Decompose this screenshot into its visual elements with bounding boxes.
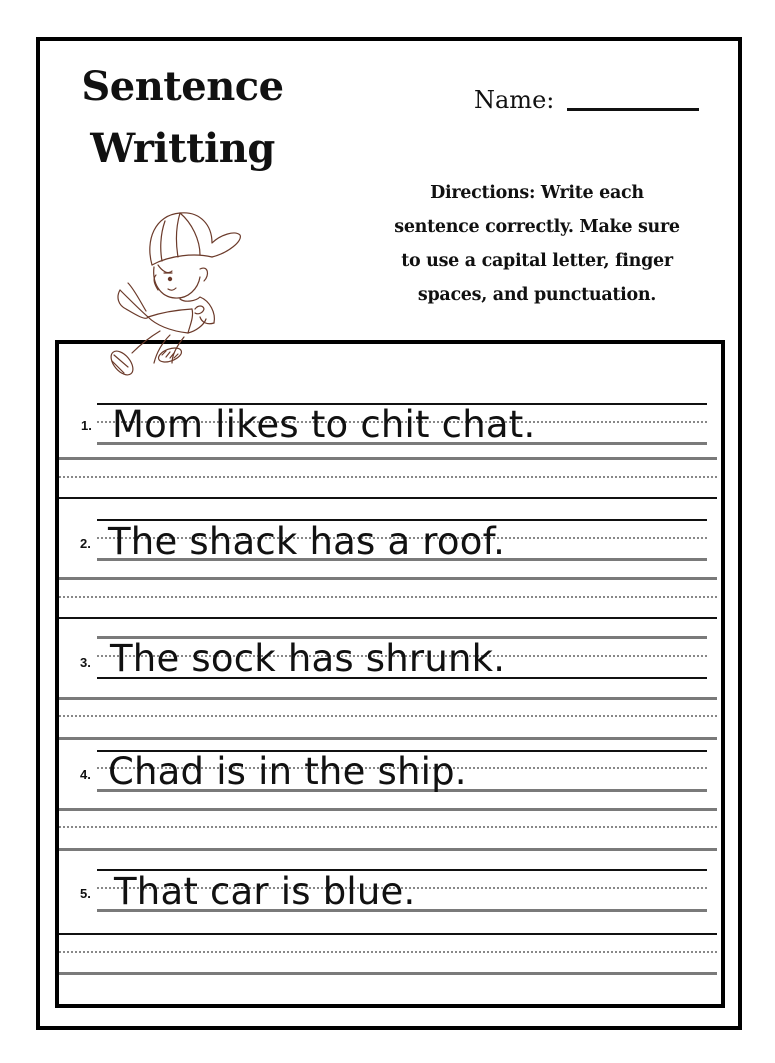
practice-top-line[interactable] (59, 808, 717, 811)
practice-base-line (59, 497, 717, 499)
practice-base-line (59, 848, 717, 851)
practice-mid-line (59, 715, 717, 717)
sentence-number: 1. (81, 418, 92, 433)
practice-mid-line (59, 596, 717, 598)
practice-top-line[interactable] (59, 577, 717, 580)
practice-mid-line (59, 476, 717, 478)
title-line-2: Writting (90, 125, 275, 172)
directions-line-3: to use a capital letter, finger (401, 251, 673, 271)
practice-top-line[interactable] (59, 457, 717, 460)
sentence-number: 3. (80, 655, 91, 670)
practice-base-line (59, 972, 717, 975)
directions (368, 176, 706, 312)
practice-top-line[interactable] (59, 933, 717, 935)
page-title (60, 56, 305, 180)
sentence-text: Chad is in the ship. (108, 750, 467, 793)
boy-reading-book-icon (100, 205, 250, 380)
directions-line-2: sentence correctly. Make sure (394, 217, 680, 237)
sentence-text: Mom likes to chit chat. (112, 403, 536, 446)
name-label: Name: (474, 86, 555, 114)
title-line-1: Sentence (81, 63, 284, 110)
sentence-number: 4. (80, 767, 91, 782)
sentence-number: 2. (80, 536, 91, 551)
directions-line-1: Directions: Write each (430, 183, 644, 203)
practice-base-line (59, 617, 717, 619)
sentence-text: The sock has shrunk. (110, 637, 506, 680)
sentence-text: The shack has a roof. (108, 520, 506, 563)
practice-top-line[interactable] (59, 697, 717, 700)
practice-base-line (59, 737, 717, 740)
sentence-text: That car is blue. (114, 870, 416, 913)
sentence-number: 5. (80, 886, 91, 901)
directions-line-4: spaces, and punctuation. (417, 285, 657, 305)
name-field[interactable] (567, 108, 699, 111)
practice-mid-line (59, 826, 717, 828)
practice-mid-line (59, 951, 717, 953)
